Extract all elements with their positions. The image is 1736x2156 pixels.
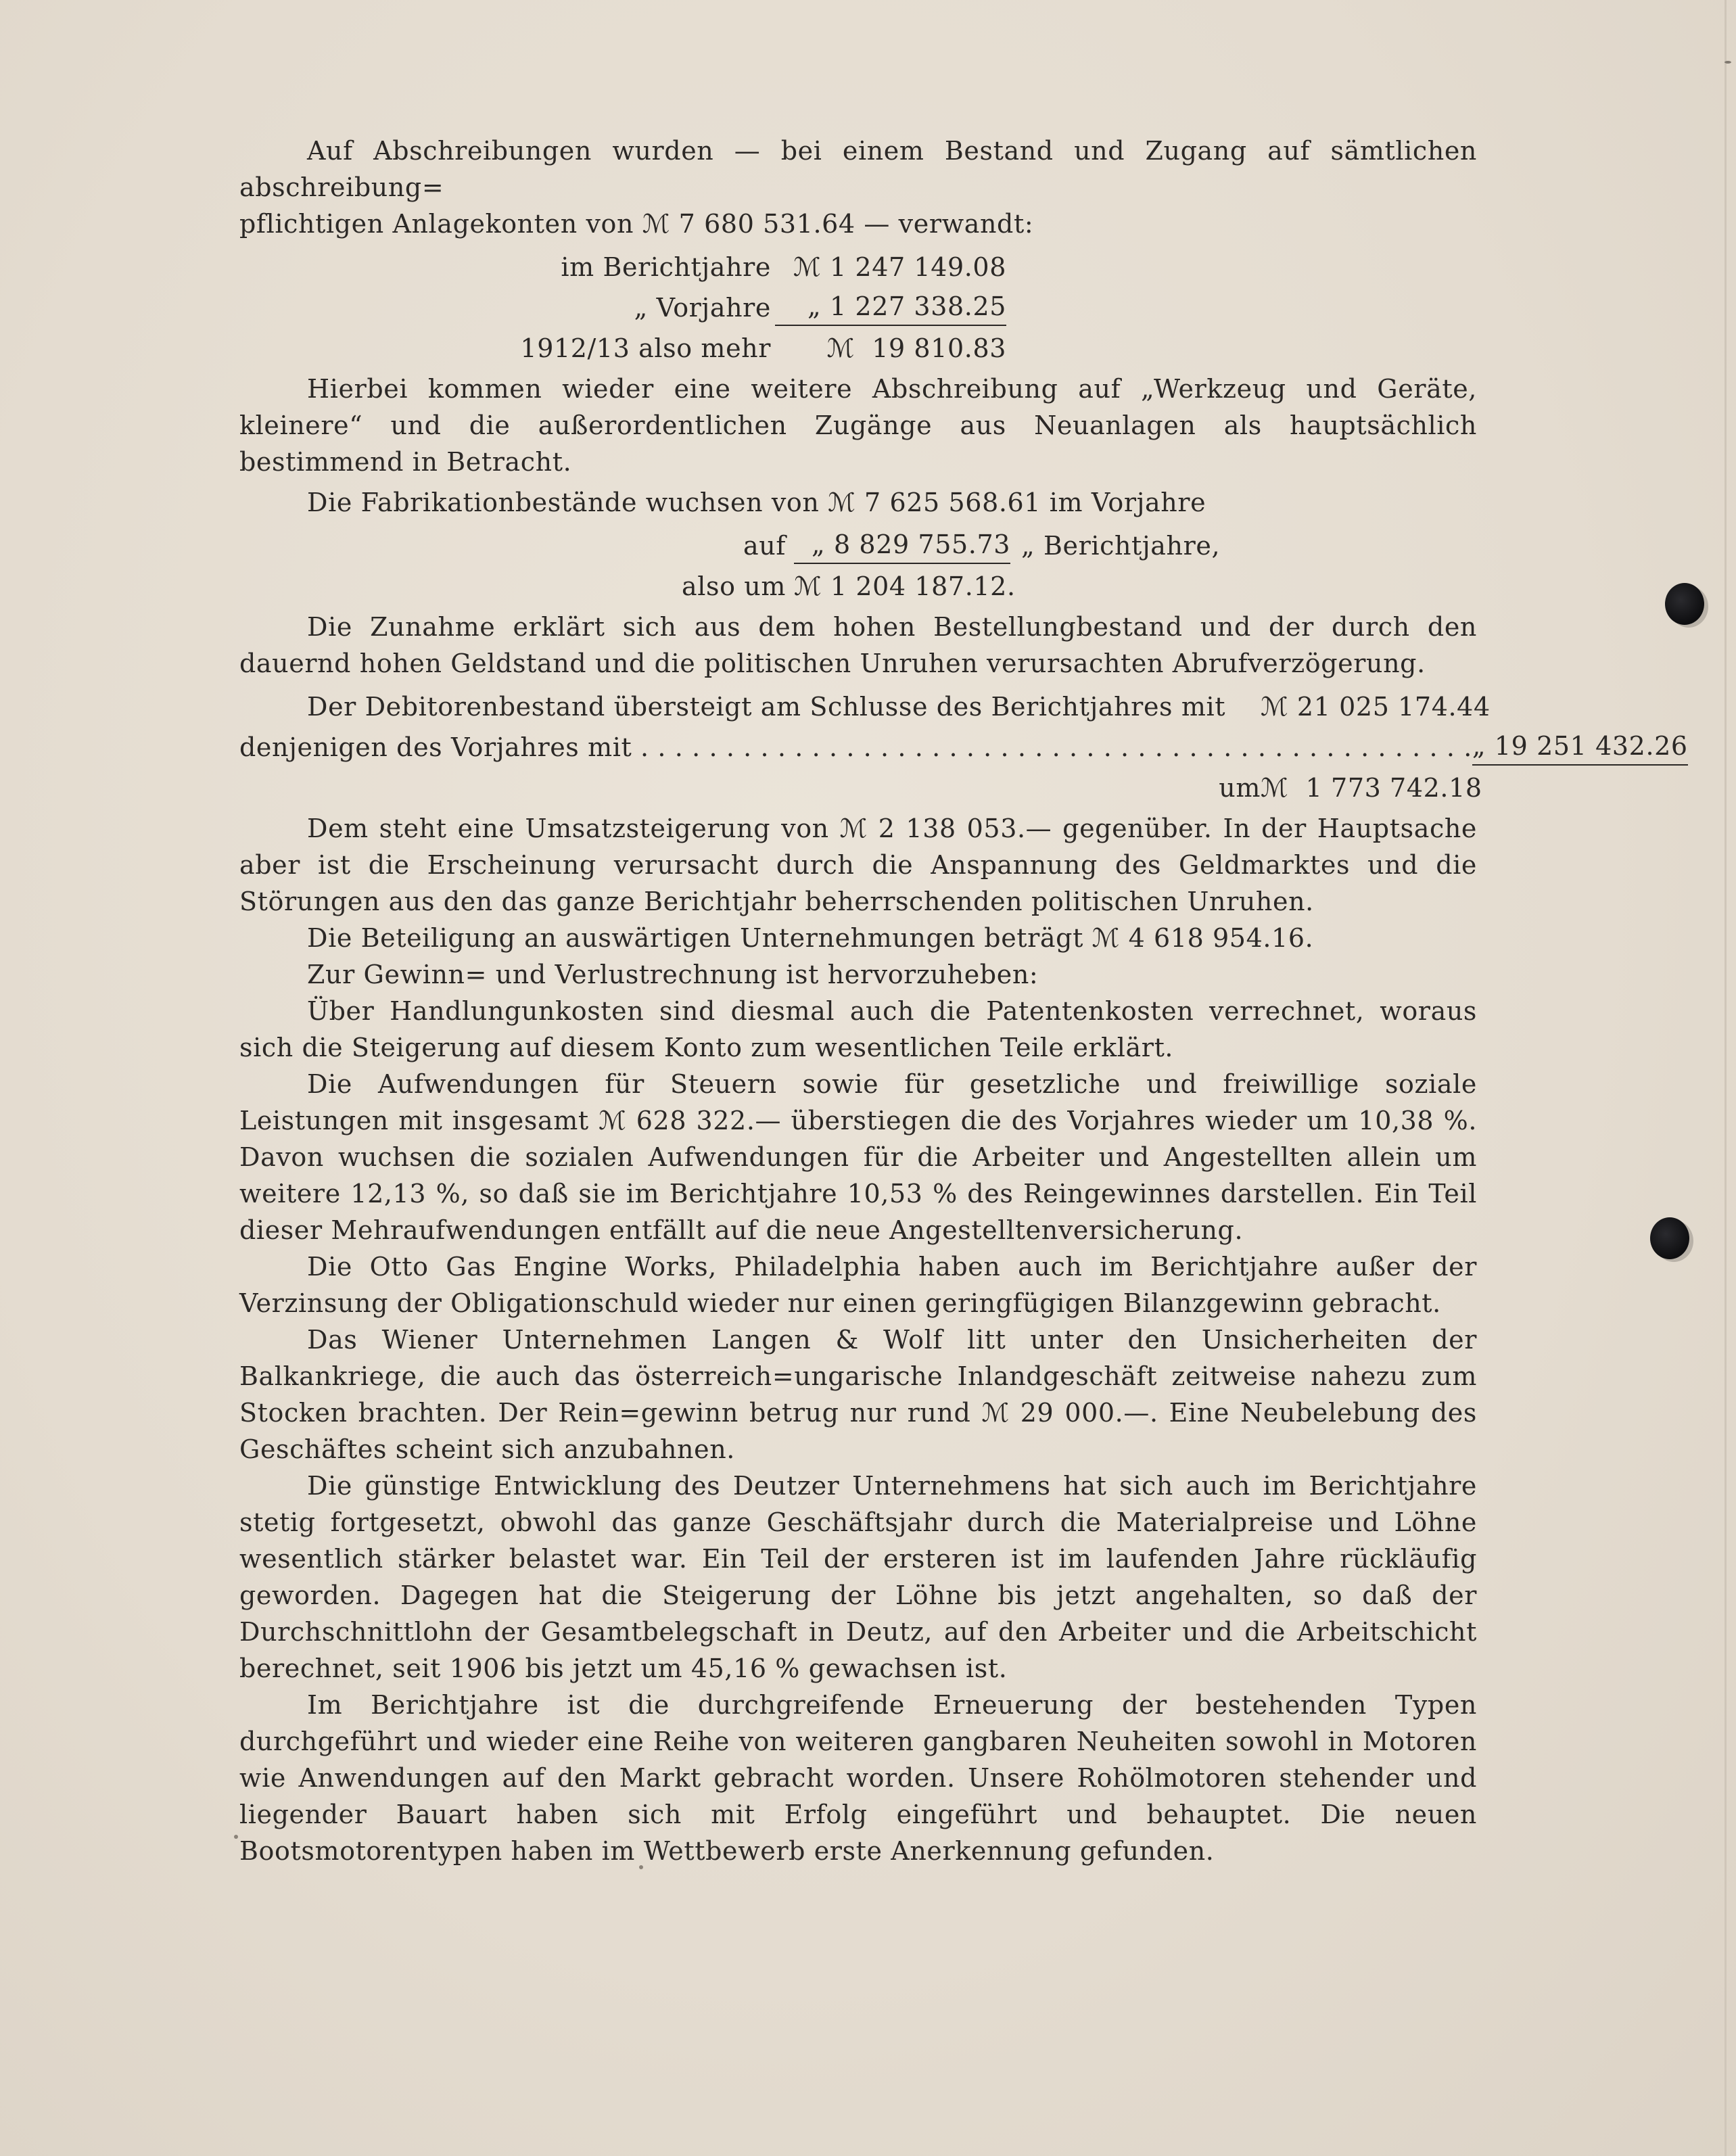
paragraph-aufwendungen: Die Aufwendungen für Steuern sowie für gesetzliche und freiwillige soziale Leistungen mit insgesamt ℳ 628 322.— überstiegen die des Vorjahres wieder um 10,38 %. Davon wuchsen die sozialen Aufwendungen für die Arbeiter und Angestellten allein um weitere 12,13 %, so daß sie im Berichtjahre 10,53 % des Reingewinnes darstellen. Ein Teil dieser Mehraufwendungen entfällt auf die neue Angestelltenversicherung. xyxy=(239,1069,1477,1245)
abschreibung-row xyxy=(239,245,1477,285)
paragraph-fabrikation-intro: Die Fabrikationbestände wuchsen von ℳ 7 625 568.61 im Vorjahre xyxy=(307,488,1206,517)
punch-hole xyxy=(1650,1217,1689,1259)
body-text xyxy=(239,133,1688,1869)
page-edge xyxy=(1725,0,1727,2156)
paragraph-otto-gas: Die Otto Gas Engine Works, Philadelphia haben auch im Berichtjahre außer der Verzinsung der Obligationschuld wieder nur einen geringfügigen Bilanzgewinn gebracht. xyxy=(239,1252,1477,1318)
debitoren-row xyxy=(239,725,1688,766)
row-value: ℳ 21 025 174.44 xyxy=(1261,692,1491,722)
row-value: ℳ 1 773 742.18 xyxy=(1261,773,1482,803)
row-label: 1912/13 also mehr xyxy=(520,333,771,363)
debitoren-calculation xyxy=(239,684,1688,806)
row-label: um xyxy=(1219,773,1261,803)
paragraph-gewinn-verlust: Zur Gewinn= und Verlustrechnung ist hervorzuheben: xyxy=(307,960,1039,989)
row-value: „ 8 829 755.73 xyxy=(794,526,1010,564)
row-label: auf xyxy=(743,531,786,561)
paragraph-beteiligung: Die Beteiligung an auswärtigen Unternehmungen beträgt ℳ 4 618 954.16. xyxy=(307,923,1314,953)
fabrikation-row xyxy=(239,564,1477,605)
row-value: ℳ 19 810.83 xyxy=(826,333,1006,363)
abschreibung-row xyxy=(239,285,1477,326)
paper-speck xyxy=(1725,61,1731,64)
abschreibung-calculation xyxy=(239,245,1477,367)
debitoren-row xyxy=(239,766,1482,806)
row-value: ℳ 1 204 187.12. xyxy=(794,571,1016,601)
punch-hole xyxy=(1665,583,1704,625)
row-value: „ 19 251 432.26 xyxy=(1472,728,1688,766)
row-label: also um xyxy=(682,571,786,601)
paragraph-umsatzsteigerung: Dem steht eine Umsatzsteigerung von ℳ 2 138 053.— gegenüber. In der Hauptsache aber ist die Erscheinung verursacht durch die Anspannung des Geldmarktes und die Störungen aus den das ganze Berichtjahr beherrschenden politischen Unruhen. xyxy=(239,814,1477,916)
row-label: denjenigen des Vorjahres mit . . . . . . . . . . . . . . . . . . . . . . . . . . . . . . . . . . . . . . . . . . . . . . . . . xyxy=(239,732,1472,762)
paragraph-langen-wolf: Das Wiener Unternehmen Langen & Wolf litt unter den Unsicherheiten der Balkankriege, die auch das österreich=ungarische Inlandgeschäft zeitweise nahezu zum Stocken brachten. Der Rein=gewinn betrug nur rund ℳ 29 000.—. Eine Neubelebung des Geschäftes scheint sich anzubahnen. xyxy=(239,1325,1477,1464)
paragraph-abschreibungen-line2: pflichtigen Anlagekonten von ℳ 7 680 531.64 — verwandt: xyxy=(239,209,1034,239)
debitoren-row xyxy=(239,684,1491,725)
row-label: „ Vorjahre xyxy=(634,293,771,323)
paragraph-berichtjahr-typen: Im Berichtjahre ist die durchgreifende Erneuerung der bestehenden Typen durchgeführt und wieder eine Reihe von weiteren gangbaren Neuheiten sowohl in Motoren wie Anwendungen auf den Markt gebracht worden. Unsere Rohölmotoren stehender und liegender Bauart haben sich mit Erfolg eingeführt und behauptet. Die neuen Bootsmotorentypen haben im Wettbewerb erste Anerkennung gefunden. xyxy=(239,1690,1477,1866)
fabrikation-calculation xyxy=(239,523,1477,605)
row-tail: „ Berichtjahre, xyxy=(1021,531,1221,561)
abschreibung-row xyxy=(239,326,1477,367)
row-label: im Berichtjahre xyxy=(561,252,771,282)
paragraph-handlungunkosten: Über Handlungunkosten sind diesmal auch die Patentenkosten verrechnet, woraus sich die Steigerung auf diesem Konto zum wesentlichen Teile erklärt. xyxy=(239,996,1477,1062)
row-label: Der Debitorenbestand übersteigt am Schlusse des Berichtjahres mit xyxy=(307,692,1226,722)
paragraph-hierbei: Hierbei kommen wieder eine weitere Abschreibung auf „Werkzeug und Geräte, kleinere“ und die außerordentlichen Zugänge aus Neuanlagen als hauptsächlich bestimmend in Betracht. xyxy=(239,374,1477,477)
paragraph-zunahme: Die Zunahme erklärt sich aus dem hohen Bestellungbestand und der durch den dauernd hohen Geldstand und die politischen Unruhen verursachten Abrufverzögerung. xyxy=(239,612,1477,678)
fabrikation-row xyxy=(239,523,1477,564)
paragraph-deutzer: Die günstige Entwicklung des Deutzer Unternehmens hat sich auch im Berichtjahre stetig fortgesetzt, obwohl das ganze Geschäftsjahr durch die Materialpreise und Löhne wesentlich stärker belastet war. Ein Teil der ersteren ist im laufenden Jahre rückläufig geworden. Dagegen hat die Steigerung der Löhne bis jetzt angehalten, so daß der Durchschnittlohn der Gesamtbelegschaft in Deutz, auf den Arbeiter und die Arbeitschicht berechnet, seit 1906 bis jetzt um 45,16 % gewachsen ist. xyxy=(239,1471,1477,1683)
paper-speck xyxy=(234,1835,238,1839)
row-value: „ 1 227 338.25 xyxy=(775,288,1006,326)
paragraph-abschreibungen-line1: Auf Abschreibungen wurden — bei einem Bestand und Zugang auf sämtlichen abschreibung= xyxy=(239,136,1477,202)
row-value: ℳ 1 247 149.08 xyxy=(793,252,1006,282)
